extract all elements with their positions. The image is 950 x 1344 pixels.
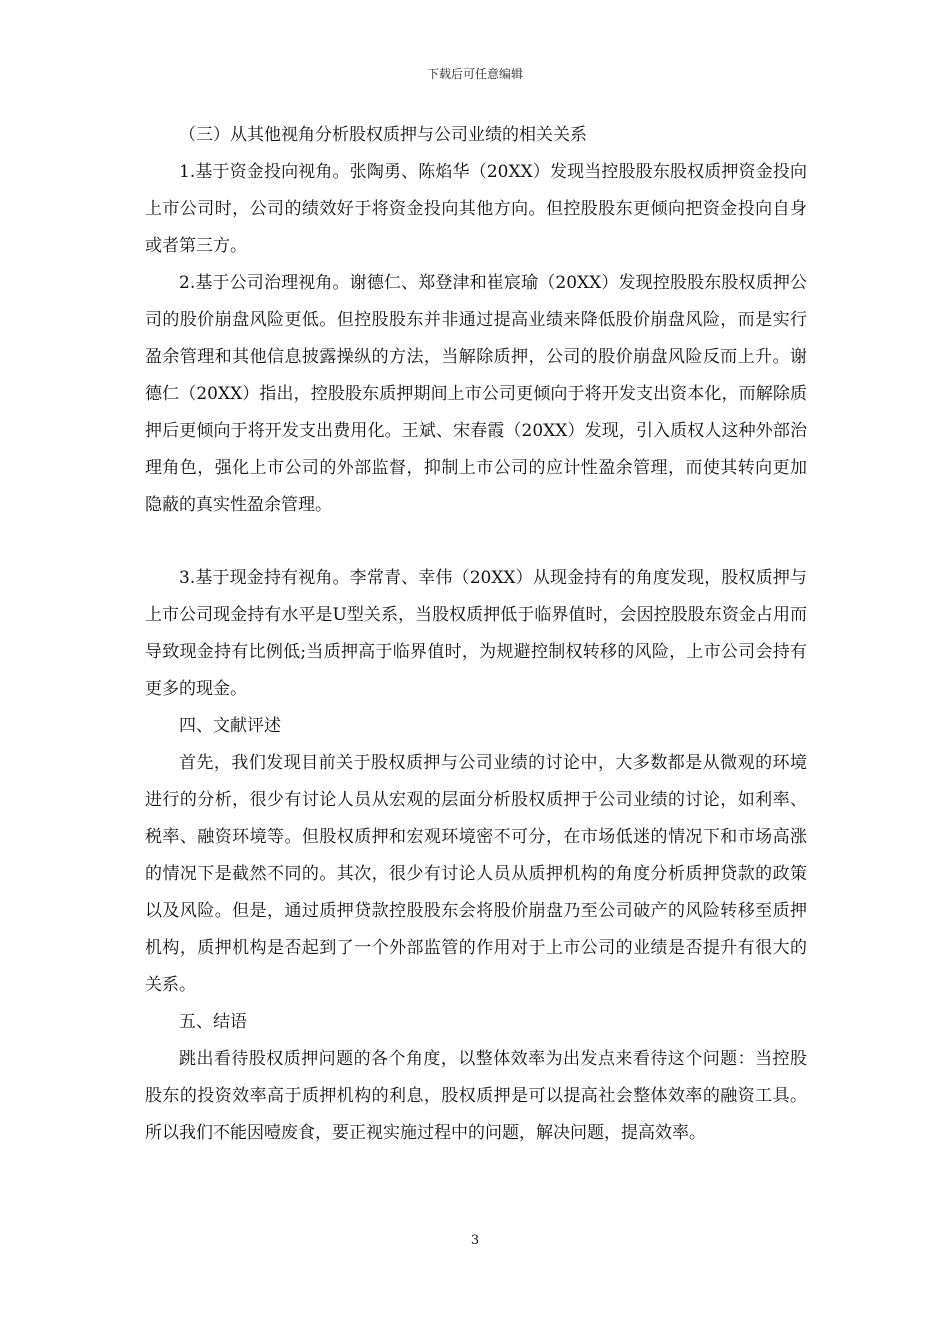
document-body — [145, 117, 807, 1152]
section-heading-literature-review: 四、文献评述 — [179, 716, 281, 736]
paragraph-literature-review: 首先，我们发现目前关于股权质押与公司业绩的讨论中，大多数都是从微观的环境进行的分析，很少有讨论人员从宏观的层面分析股权质押于公司业绩的讨论，如利率、税率、融资环境等。但股权质押和宏观环境密不可分，在市场低迷的情况下和市场高涨的情况下是截然不同的。其次，很少有讨论人员从质押机构的角度分析质押贷款的政策以及风险。但是，通过质押贷款控股股东会将股价崩盘乃至公司破产的风险转移至质押机构，质押机构是否起到了一个外部监管的作用对于上市公司的业绩是否提升有很大的关系。 — [145, 753, 807, 995]
page-number: 3 — [470, 1233, 480, 1248]
paragraph-corporate-governance: 2.基于公司治理视角。谢德仁、郑登津和崔宸瑜（20XX）发现控股股东股权质押公司的股价崩盘风险更低。但控股股东并非通过提高业绩来降低股价崩盘风险，而是实行盈余管理和其他信息披露操纵的方法，当解除质押，公司的股价崩盘风险反而上升。谢德仁（20XX）指出，控股股东质押期间上市公司更倾向于将开发支出资本化，而解除质押后更倾向于将开发支出费用化。王斌、宋春霞（20XX）发现，引入质权人这种外部治理角色，强化上市公司的外部监督，抑制上市公司的应计性盈余管理，而使其转向更加隐蔽的真实性盈余管理。 — [145, 273, 807, 515]
paragraph-cash-holding: 3.基于现金持有视角。李常青、幸伟（20XX）从现金持有的角度发现，股权质押与上市公司现金持有水平是U型关系，当股权质押低于临界值时，会因控股股东资金占用而导致现金持有比例低;当质押高于临界值时，为规避控制权转移的风险，上市公司会持有更多的现金。 — [145, 568, 807, 699]
page-header: 下载后可任意编辑 — [426, 67, 523, 81]
paragraph-conclusion: 跳出看待股权质押问题的各个角度，以整体效率为出发点来看待这个问题：当控股股东的投资效率高于质押机构的利息，股权质押是可以提高社会整体效率的融资工具。所以我们不能因噎废食，要正视实施过程中的问题，解决问题，提高效率。 — [145, 1049, 807, 1143]
section-heading-conclusion: 五、结语 — [179, 1012, 247, 1032]
paragraph-capital-allocation: 1.基于资金投向视角。张陶勇、陈焰华（20XX）发现当控股股东股权质押资金投向上市公司时，公司的绩效好于将资金投向其他方向。但控股股东更倾向把资金投向自身或者第三方。 — [145, 162, 807, 256]
paragraph-gap — [145, 524, 807, 560]
section-heading-other-perspectives: （三）从其他视角分析股权质押与公司业绩的相关关系 — [179, 125, 587, 145]
